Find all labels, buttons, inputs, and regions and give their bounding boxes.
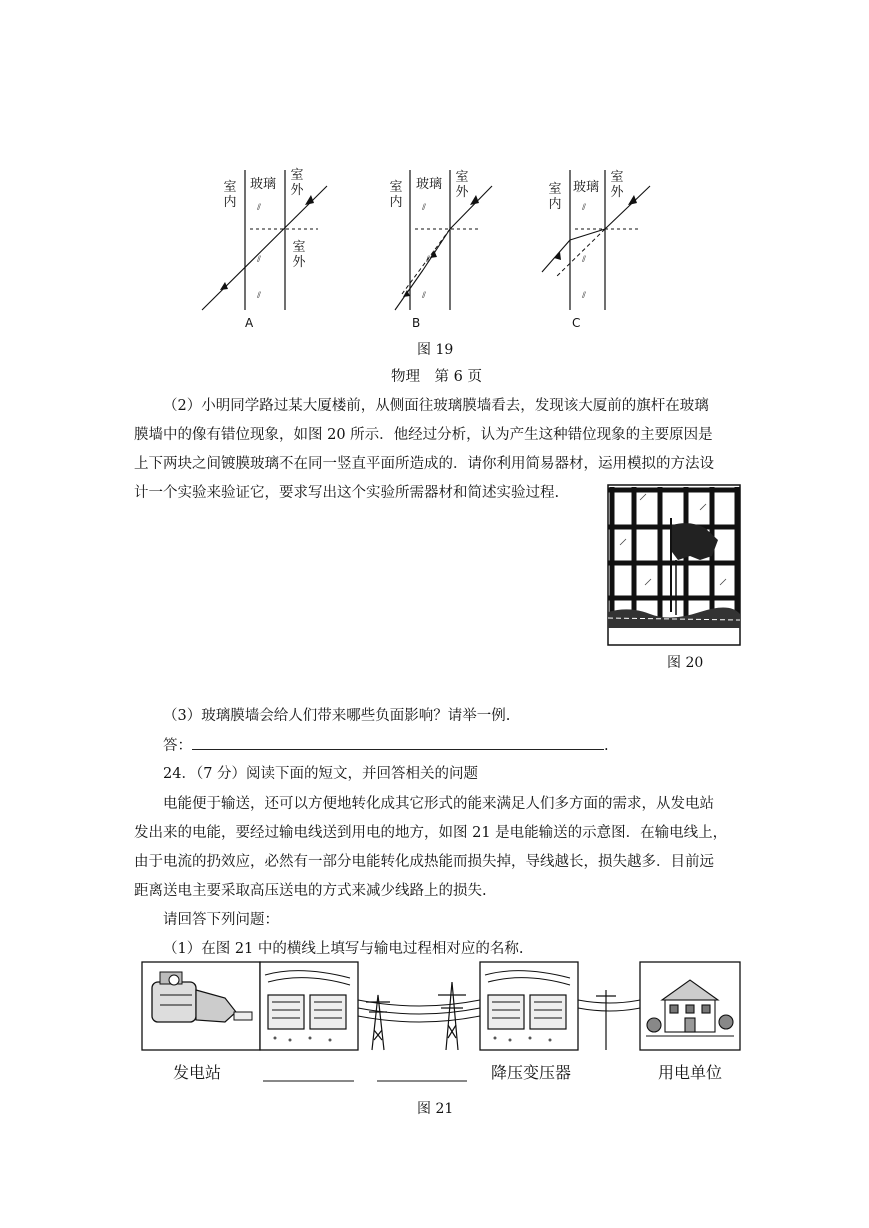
label-outdoor-mid-a: 室外	[292, 240, 306, 270]
svg-text:⫽: ⫽	[257, 203, 262, 213]
figure-20-caption: 图 20	[667, 655, 704, 671]
q24-sub1: （1）在图 21 中的横线上填写与输电过程相对应的名称.	[163, 941, 524, 957]
label-power-station: 发电站	[173, 1063, 222, 1082]
label-glass-a: 玻璃	[250, 177, 277, 192]
q2-line-2: 膜墙中的像有错位现象，如图 20 所示．他经过分析，认为产生这种错位现象的主要原因是	[134, 427, 713, 443]
q3-answer-end: .	[604, 738, 609, 754]
page-footer: 物理 第 6 页	[391, 369, 482, 385]
svg-text:⫽: ⫽	[582, 203, 587, 213]
figure-21-caption: 图 21	[417, 1101, 454, 1117]
pylon-icon-2	[438, 982, 466, 1050]
figure-19-caption: 图 19	[417, 342, 454, 358]
answer-blank-step-up[interactable]	[263, 1062, 354, 1082]
utility-pole-icon	[596, 990, 616, 1050]
label-step-down-transformer: 降压变压器	[491, 1063, 572, 1082]
power-transmission-diagram	[0, 0, 1, 1]
q24-prompt: 请回答下列问题：	[163, 912, 279, 928]
label-glass-b: 玻璃	[416, 177, 443, 192]
label-outdoor-top-a: 室外	[290, 168, 304, 198]
label-consumer: 用电单位	[658, 1063, 723, 1082]
q24-passage-line-3: 由于电流的扔效应，必然有一部分电能转化成热能而损失掉，导线越长，损失越多．目前远	[134, 854, 714, 870]
answer-blank-transmission[interactable]	[377, 1062, 467, 1082]
svg-text:⫽: ⫽	[422, 291, 427, 301]
q3-question: （3）玻璃膜墙会给人们带来哪些负面影响？请举一例.	[163, 708, 511, 724]
q2-line-1: （2）小明同学路过某大厦楼前，从侧面往玻璃膜墙看去，发现该大厦前的旗杆在玻璃	[163, 398, 709, 414]
q3-answer-label: 答：	[163, 738, 192, 754]
panel-letter-c: C	[572, 316, 581, 330]
label-outdoor-top-c: 室外	[610, 170, 624, 200]
svg-text:⫽: ⫽	[426, 255, 431, 265]
q24-title: 24．（7 分）阅读下面的短文，并回答相关的问题	[163, 766, 479, 782]
panel-letter-b: B	[412, 316, 421, 330]
svg-text:⫽: ⫽	[582, 291, 587, 301]
svg-text:⫽: ⫽	[422, 203, 427, 213]
q3-answer-row	[163, 735, 609, 756]
q24-passage-line-1: 电能便于输送，还可以方便地转化成其它形式的能来满足人们多方面的需求，从发电站	[163, 796, 714, 812]
q24-passage-line-2: 发出来的电能，要经过输电线送到用电的地方，如图 21 是电能输送的示意图．在输电线上，	[134, 825, 728, 841]
q2-line-4: 计一个实验来验证它，要求写出这个实验所需器材和简述实验过程.	[134, 485, 560, 501]
svg-text:⫽: ⫽	[257, 291, 262, 301]
label-indoor-c: 室内	[548, 182, 562, 212]
label-outdoor-top-b: 室外	[455, 170, 469, 200]
label-glass-c: 玻璃	[573, 180, 600, 195]
q24-passage-line-4: 距离送电主要采取高压送电的方式来减少线路上的损失.	[134, 883, 487, 899]
q2-line-3: 上下两块之间镀膜玻璃不在同一竖直平面所造成的．请你利用简易器材，运用模拟的方法设	[134, 456, 714, 472]
q3-answer-blank[interactable]	[192, 735, 604, 750]
label-indoor-b: 室内	[389, 180, 403, 210]
svg-text:⫽: ⫽	[257, 255, 262, 265]
svg-text:⫽: ⫽	[582, 255, 587, 265]
panel-letter-a: A	[245, 316, 254, 330]
label-indoor-a: 室内	[223, 180, 237, 210]
